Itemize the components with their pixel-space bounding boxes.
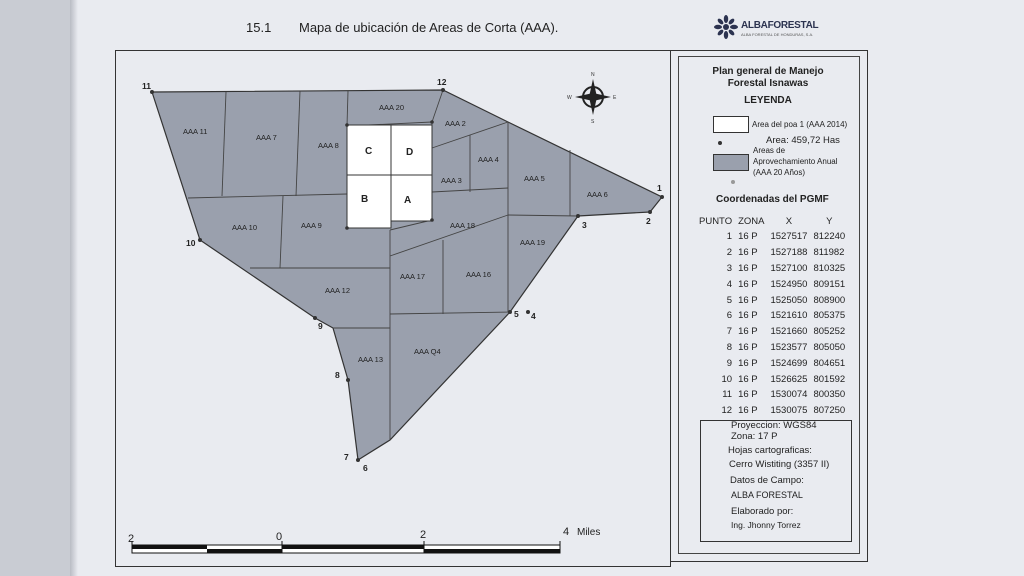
vertex-number: 9 (318, 321, 323, 331)
table-row: 2 16 P 1527188 811982 (726, 247, 845, 259)
area-label: AAA 18 (450, 221, 476, 230)
info-datos-value: ALBA FORESTAL (731, 490, 803, 500)
vertex-number: 4 (531, 311, 536, 321)
legend-aaa-swatch (713, 154, 749, 171)
legend-vertex-symbol (731, 180, 735, 184)
info-elab-label: Elaborado por: (731, 506, 794, 517)
table-row: 9 16 P 1524699 804651 (726, 357, 846, 369)
area-label: AAA Q4 (414, 347, 441, 356)
poa-block-b (347, 175, 391, 228)
poa-blocks (347, 125, 432, 228)
legend-aaa-line2: Aprovechamiento Anual (753, 157, 838, 166)
area-label: AAA 12 (325, 286, 351, 295)
area-label: AAA 3 (441, 176, 462, 185)
table-row: 10 16 P 1526625 801592 (721, 373, 846, 385)
map-title: Mapa de ubicación de Areas de Corta (AAA). (299, 20, 559, 35)
table-row: 5 16 P 1525050 808900 (726, 294, 846, 306)
logo-name: ALBAFORESTAL (741, 20, 819, 31)
area-label: AAA 11 (183, 127, 208, 136)
coords-title: Coordenadas del PGMF (716, 194, 829, 205)
compass-s: S (591, 119, 595, 125)
legend-heading: LEYENDA (744, 95, 792, 106)
info-proyeccion: Proyeccion: WGS84 (731, 420, 817, 431)
legend-title-1: Plan general de Manejo (712, 66, 824, 77)
vertex-point (526, 310, 530, 314)
poa-label: B (361, 194, 369, 205)
area-label: AAA 4 (478, 155, 499, 164)
poa-block-a (391, 175, 432, 221)
section-number: 15.1 (246, 20, 272, 35)
compass-e: E (613, 95, 617, 101)
legend-aaa-line3: (AAA 20 Años) (753, 168, 806, 177)
legend-point-symbol (718, 141, 722, 145)
coords-header-row (696, 213, 848, 229)
vertex-number: 11 (142, 81, 151, 91)
scale-label: 2 (128, 533, 135, 545)
table-row: 12 16 P 1530075 807250 (721, 405, 846, 417)
vertex-number: 5 (514, 309, 519, 319)
table-row: 4 16 P 1524950 809151 (726, 278, 846, 290)
coords-table (696, 213, 848, 419)
compass-w: W (567, 95, 572, 101)
poa-label: D (406, 147, 414, 158)
scale-label: 2 (420, 529, 427, 541)
north-arrow-icon (567, 72, 617, 125)
vertex-number: 12 (437, 77, 447, 87)
area-label: AAA 6 (587, 190, 608, 199)
table-row: 11 16 P 1530074 800350 (722, 389, 846, 401)
info-hojas-value: Cerro Wistiting (3357 II) (729, 459, 830, 470)
col-y: Y (826, 215, 833, 227)
legend-poa-swatch (713, 116, 749, 133)
table-row: 3 16 P 1527100 810325 (726, 262, 846, 274)
poa-label: A (404, 195, 412, 206)
vertex-point (648, 210, 652, 214)
area-label: AAA 8 (318, 141, 339, 150)
compass-n: N (591, 72, 595, 78)
vertex-point (356, 458, 360, 462)
vertex-number: 3 (582, 220, 587, 230)
vertex-number: 1 (657, 183, 662, 193)
info-hojas-label: Hojas cartograficas: (728, 445, 812, 456)
area-label: AAA 13 (358, 355, 384, 364)
area-label: AAA 17 (400, 272, 426, 281)
scale-label: 4 (563, 526, 570, 538)
table-row: 7 16 P 1521660 805252 (726, 326, 846, 338)
scale-bar (132, 541, 560, 553)
vertex-point (346, 378, 350, 382)
col-x: X (785, 215, 793, 227)
vertex-point (441, 88, 445, 92)
vertex-point (508, 310, 512, 314)
vertex-number: 10 (186, 238, 196, 248)
vertex-point (576, 214, 580, 218)
vertex-number: 8 (335, 370, 340, 380)
table-row: 1 16 P 1527517 812240 (726, 231, 846, 243)
legend-poa-label: Area del poa 1 (AAA 2014) (752, 120, 848, 129)
area-label: AAA 10 (232, 223, 258, 232)
area-label: AAA 9 (301, 221, 322, 230)
vertex-number: 6 (363, 463, 368, 473)
logo-subtitle: ALBA FORESTAL DE HONDURAS, S.A. (741, 32, 814, 37)
poa-label: C (365, 146, 373, 157)
legend-title-2: Forestal Isnawas (727, 78, 809, 89)
scale-label: 0 (276, 531, 283, 543)
vertex-number: 2 (646, 216, 651, 226)
info-zona: Zona: 17 P (731, 431, 778, 442)
info-elab-value: Ing. Jhonny Torrez (731, 520, 801, 530)
area-label: AAA 7 (256, 133, 277, 142)
info-datos-label: Datos de Campo: (730, 475, 804, 486)
area-label: AAA 19 (520, 238, 546, 247)
area-label: AAA 20 (379, 103, 405, 112)
scale-unit: Miles (577, 527, 601, 538)
vertex-point (660, 195, 664, 199)
area-label: AAA 2 (445, 119, 466, 128)
legend-poa-area: Area: 459,72 Has (766, 135, 840, 146)
area-label: AAA 16 (466, 270, 492, 279)
vertex-point (198, 238, 202, 242)
col-zona: ZONA (738, 215, 765, 227)
table-row: 8 16 P 1523577 805050 (726, 341, 846, 353)
area-label: AAA 5 (524, 174, 545, 183)
col-punto: PUNTO (699, 215, 733, 227)
legend-aaa-line1: Areas de (753, 146, 786, 155)
vertex-point (313, 316, 317, 320)
vertex-number: 7 (344, 452, 349, 462)
table-row: 6 16 P 1521610 805375 (726, 310, 846, 322)
